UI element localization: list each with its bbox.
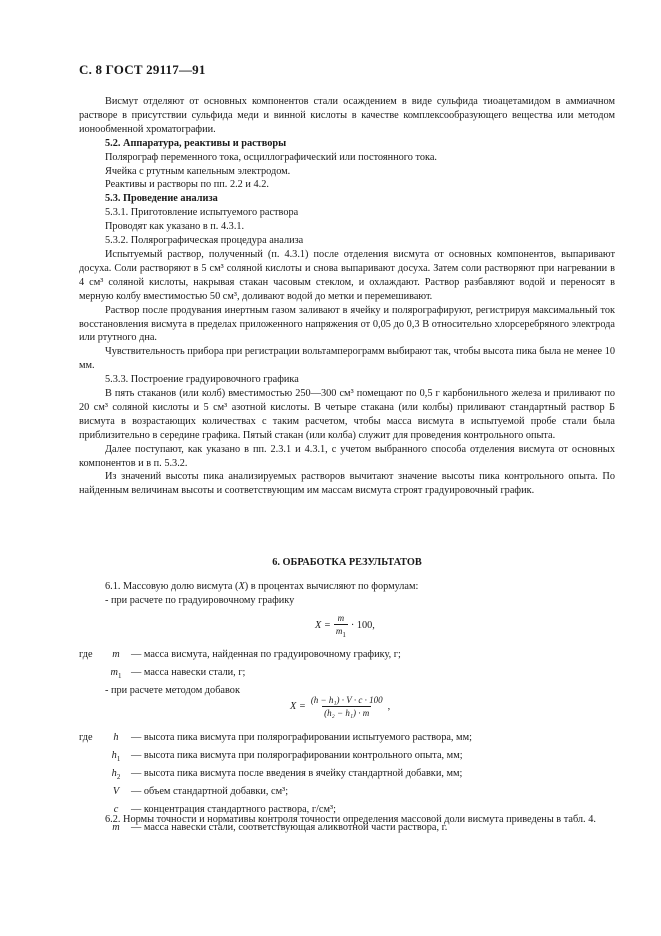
formula-2: X = $\frac{\text{(h − h₁) · V · c · 100}}{\text{(h₂ − h₁) · m}}$ ,: [290, 695, 391, 718]
definition-row: $h_2$ — высота пика висмута после введения в ячейку стандартной добавки, мм;: [111, 767, 463, 781]
formula-1-fraction: $\frac{m}{m_1}$: [335, 613, 346, 639]
page-header: С. 8 ГОСТ 29117—91: [79, 62, 206, 77]
paragraph: Ячейка с ртутным капельным электродом.: [105, 165, 291, 177]
definition-row: $h_1$ — высота пика висмута при полярографировании контрольного опыта, мм;: [111, 749, 463, 763]
definition-row: $m_1$ — масса навески стали, г;: [110, 666, 246, 680]
section-6-title: 6. ОБРАБОТКА РЕЗУЛЬТАТОВ: [272, 557, 422, 568]
subheading-5-3-1: 5.3.1. Приготовление испытуемого раствора: [105, 207, 299, 219]
case-2-label: - при расчете методом добавок: [105, 684, 240, 696]
paragraph: Из значений высоты пика анализируемых растворов вычитают значение высоты пика контрольного опыта. По найденным величинам высоты и соответствующим им массам висмута строят градуировочный график.: [79, 471, 615, 497]
section-5-body: [79, 95, 615, 498]
where-list-1: [79, 648, 401, 698]
formula-1: X = $\frac{m}{m_1}$ · 100,: [315, 613, 375, 639]
definition-row: V — объем стандартной добавки, см³;: [112, 785, 289, 797]
heading-5-3: 5.3. Проведение анализа: [105, 193, 218, 205]
paragraph: Далее поступают, как указано в пп. 2.3.1 и 4.3.1, с учетом выбранного способа отделения висмута от основных компонентов и в п. 5.3.2.: [79, 443, 615, 469]
paragraph: Реактивы и растворы по пп. 2.2 и 4.2.: [105, 179, 269, 191]
paragraph: Раствор после продувания инертным газом заливают в ячейку и полярографируют, регистрируя максимальный ток восстановления висмута в пределах приложенного напряжения от 0,05 до 0,3 В относительно хлорсеребряного электрода или ртутного дна.: [79, 304, 615, 344]
definition-row: где m — масса висмута, найденная по градуировочному графику, г;: [79, 649, 401, 660]
paragraph: Испытуемый раствор, полученный (п. 4.3.1) после отделения висмута от основных компонентов, выпаривают досуха. Соли растворяют в 5 см³ соляной кислоты и снова выпаривают досуха. Затем соли растворяют при нагревании в 4 см³ соляной кислоты, накрывая стакан часовым стеклом, и охлаждают. Раствор разбавляют водой и переносят в мерную колбу вместимостью 50 см³, доливают водой до метки и перемешивают.: [79, 248, 615, 302]
paragraph: Висмут отделяют от основных компонентов стали осаждением в виде сульфида тиоацетамидом в аммиачном растворе в присутствии сульфида меди и винной кислоты в качестве комплексообразующего вещества или методом ионообменной хроматографии.: [79, 96, 615, 135]
formula-2-fraction: $\frac{\text{(h − h₁) · V · c · 100}}{\text{(h₂ − h₁) · m}}$: [310, 695, 383, 718]
paragraph: Чувствительность прибора при регистрации вольтамперограмм выбирают так, чтобы высота пика была не менее 10 мм.: [79, 346, 615, 372]
paragraph-6-2: 6.2. Нормы точности и нормативы контроля точности определения массовой доли висмута приведены в табл. 4.: [105, 814, 596, 825]
definition-row: m — масса навески стали, соответствующая аликвотной части раствора, г.: [112, 821, 448, 833]
paragraph: Полярограф переменного тока, осциллографический или постоянного тока.: [105, 151, 437, 163]
subheading-5-3-2: 5.3.2. Полярографическая процедура анализа: [105, 235, 304, 247]
case-1-label: - при расчете по градуировочному графику: [105, 594, 295, 606]
heading-5-2: 5.2. Аппаратура, реактивы и растворы: [105, 137, 287, 149]
subheading-5-3-3: 5.3.3. Построение градуировочного графика: [105, 374, 299, 386]
paragraph: В пять стаканов (или колб) вместимостью 250—300 см³ помещают по 0,5 г карбонильного железа и приливают по 20 см³ соляной кислоты и 5 см³ азотной кислоты. В четыре стакана (или колбы) приливают стандартный раствор Б висмута в возрастающих количествах с таким расчетом, чтобы масса висмута в испытуемой пробе стали была приблизительно в середине графика. Пятый стакан (или колба) служит для проведения контрольного опыта.: [79, 388, 615, 441]
paragraph: Проводят как указано в п. 4.3.1.: [105, 221, 245, 233]
paragraph-6-1: 6.1. Массовую долю висмута (X) в процентах вычисляют по формулам: - при расчете по градуировочному графику: [105, 581, 419, 606]
definition-row: где h — высота пика висмута при полярографировании испытуемого раствора, мм;: [79, 732, 472, 743]
definition-row: c — концентрация стандартного раствора, г/см³;: [113, 803, 336, 815]
